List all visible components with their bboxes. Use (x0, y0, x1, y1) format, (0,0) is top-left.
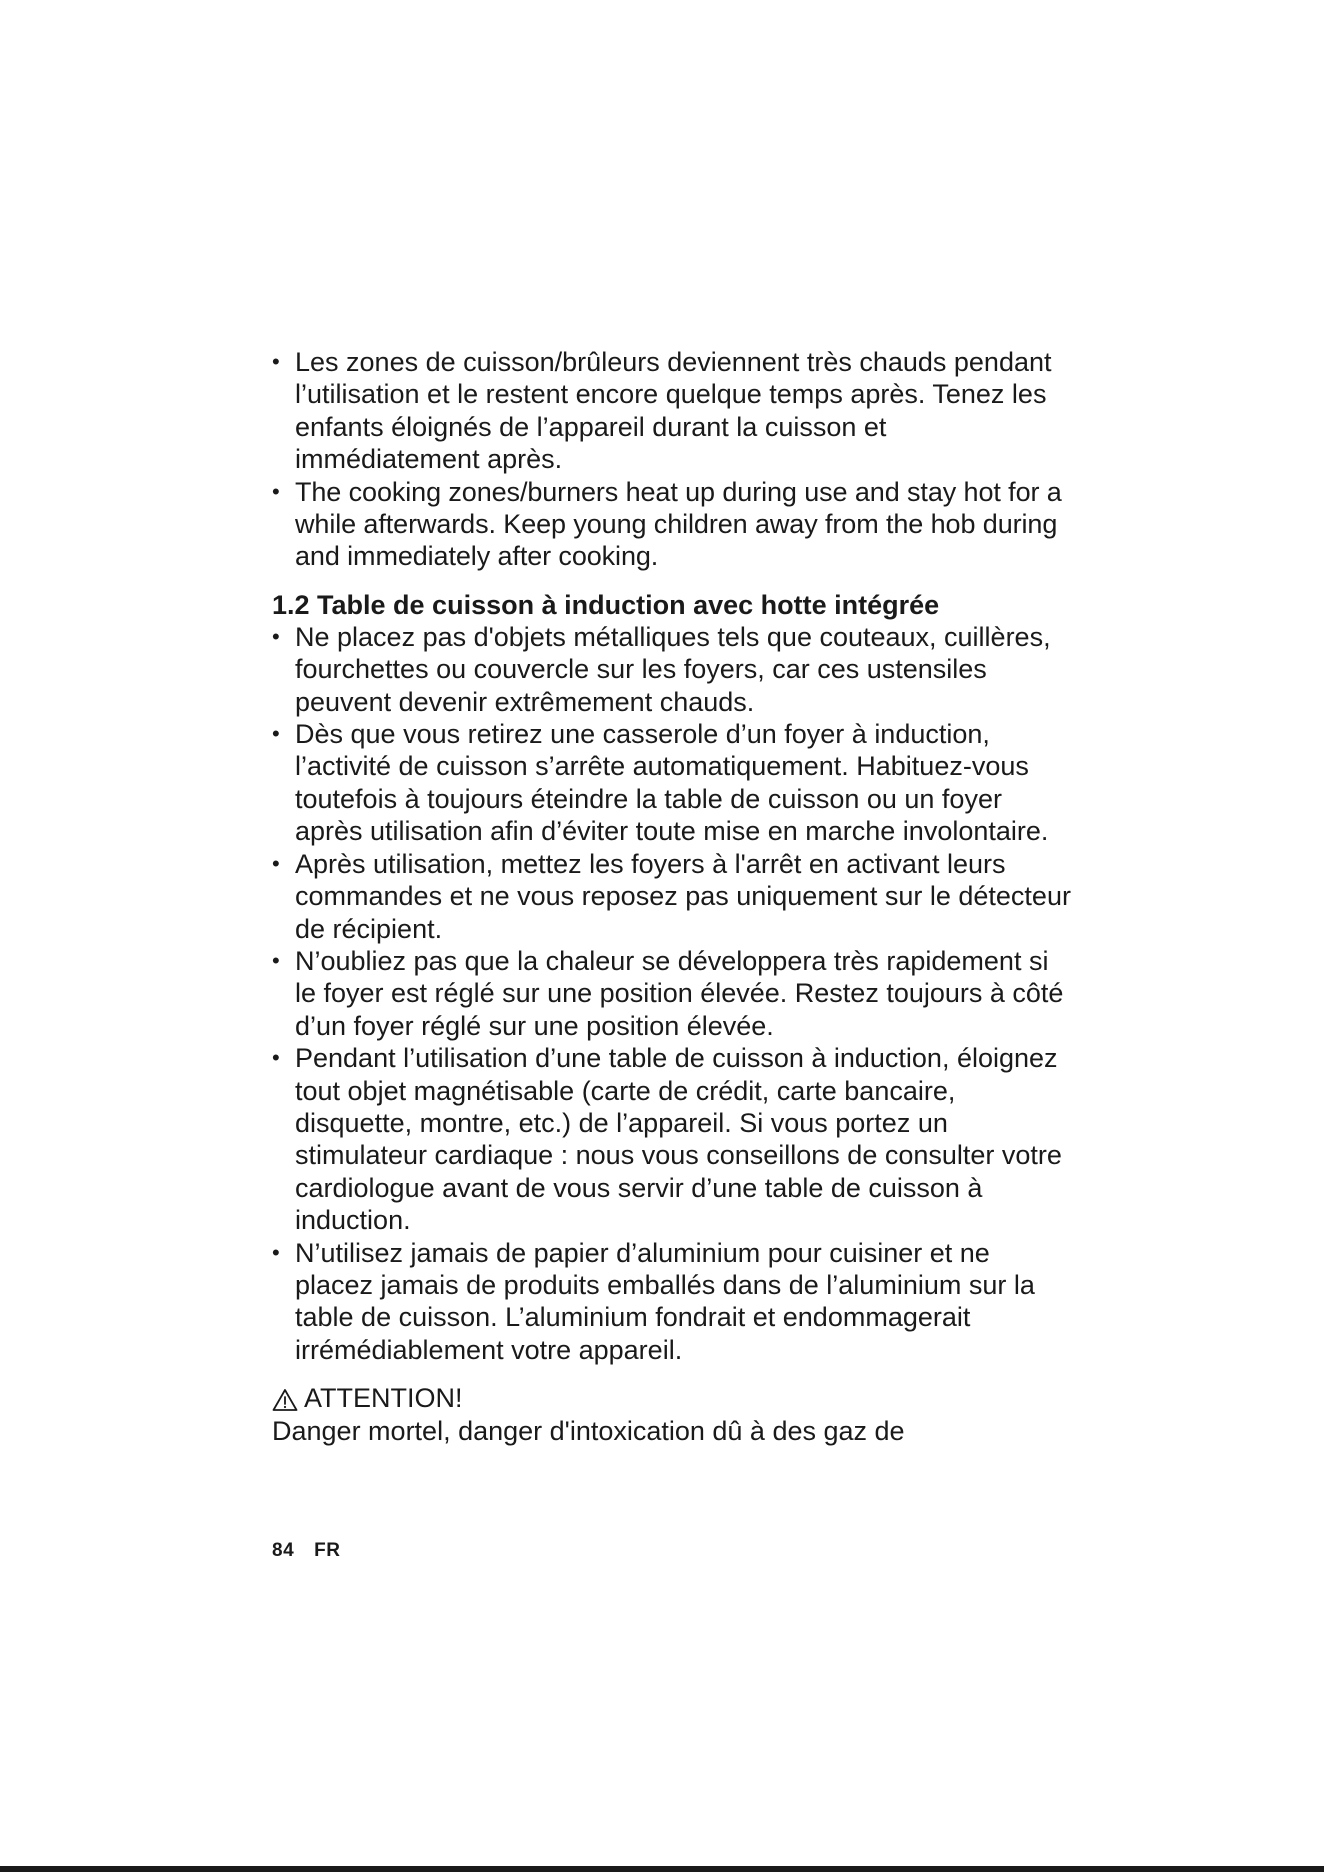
language-code: FR (314, 1540, 341, 1561)
list-item (272, 1042, 1072, 1236)
page-number: 84 (272, 1540, 295, 1561)
list-item (272, 945, 1072, 1042)
intro-bullet-list (272, 346, 1072, 573)
warning-triangle-icon (272, 1387, 298, 1411)
list-item (272, 1237, 1072, 1367)
warning-heading (272, 1382, 1072, 1414)
list-item-text: Ne placez pas d'objets métalliques tels que couteaux, cuillères, fourchettes ou couvercle sur les foyers, car ces ustensiles peuvent devenir extrêmement chauds. (295, 621, 1051, 717)
bullet-icon: • (272, 349, 280, 374)
bullet-icon: • (272, 623, 280, 649)
list-item (272, 848, 1072, 945)
list-item-text: Les zones de cuisson/brûleurs deviennent très chauds pendant l’utilisation et le restent encore quelque temps après. Tenez les enfants éloignés de l’appareil durant la cuisson et immédiatement après. (295, 347, 1052, 475)
list-item-text: The cooking zones/burners heat up during use and stay hot for a while afterwards. Keep young children away from the hob during and immediately after cooking. (295, 476, 1062, 572)
warning-block (272, 1382, 1072, 1447)
bullet-icon: • (272, 1239, 280, 1265)
manual-page-content (272, 346, 1072, 1447)
list-item (272, 718, 1072, 848)
list-item (272, 621, 1072, 718)
list-item (272, 346, 1072, 476)
list-item-text: Après utilisation, mettez les foyers à l'arrêt en activant leurs commandes et ne vous reposez pas uniquement sur le détecteur de récipient. (295, 848, 1071, 944)
warning-text: Danger mortel, danger d'intoxication dû à des gaz de (272, 1415, 905, 1446)
bottom-rule (0, 1866, 1324, 1872)
bullet-icon: • (272, 947, 280, 973)
list-item (272, 476, 1072, 573)
bullet-icon: • (272, 1045, 280, 1071)
list-item-text: Dès que vous retirez une casserole d’un foyer à induction, l’activité de cuisson s’arrête automatiquement. Habituez-vous toutefois à toujours éteindre la table de cuisson ou un foyer après utilisation afin d’éviter toute mise en marche involontaire. (295, 719, 1049, 847)
bullet-icon: • (272, 850, 280, 876)
warning-title: ATTENTION! (304, 1383, 463, 1414)
section-heading: 1.2 Table de cuisson à induction avec hotte intégrée (272, 589, 940, 620)
list-item-text: Pendant l’utilisation d’une table de cuisson à induction, éloignez tout objet magnétisable (carte de crédit, carte bancaire, disquette, montre, etc.) de l’appareil. Si vous portez un stimulateur cardiaque : nous vous conseillons de consulter votre cardiologue avant de vous servir d’une table de cuisson à induction. (295, 1043, 1062, 1236)
section-bullet-list (272, 621, 1072, 1366)
list-item-text: N’oubliez pas que la chaleur se développera très rapidement si le foyer est réglé sur une position élevée. Restez toujours à côté d’un foyer réglé sur une position élevée. (295, 945, 1064, 1041)
bullet-icon: • (272, 478, 280, 504)
bullet-icon: • (272, 721, 280, 747)
page-footer (272, 1540, 340, 1562)
list-item-text: N’utilisez jamais de papier d’aluminium pour cuisiner et ne placez jamais de produits emballés dans de l’aluminium sur la table de cuisson. L’aluminium fondrait et endommagerait irrémédiablement votre appareil. (295, 1237, 1035, 1365)
